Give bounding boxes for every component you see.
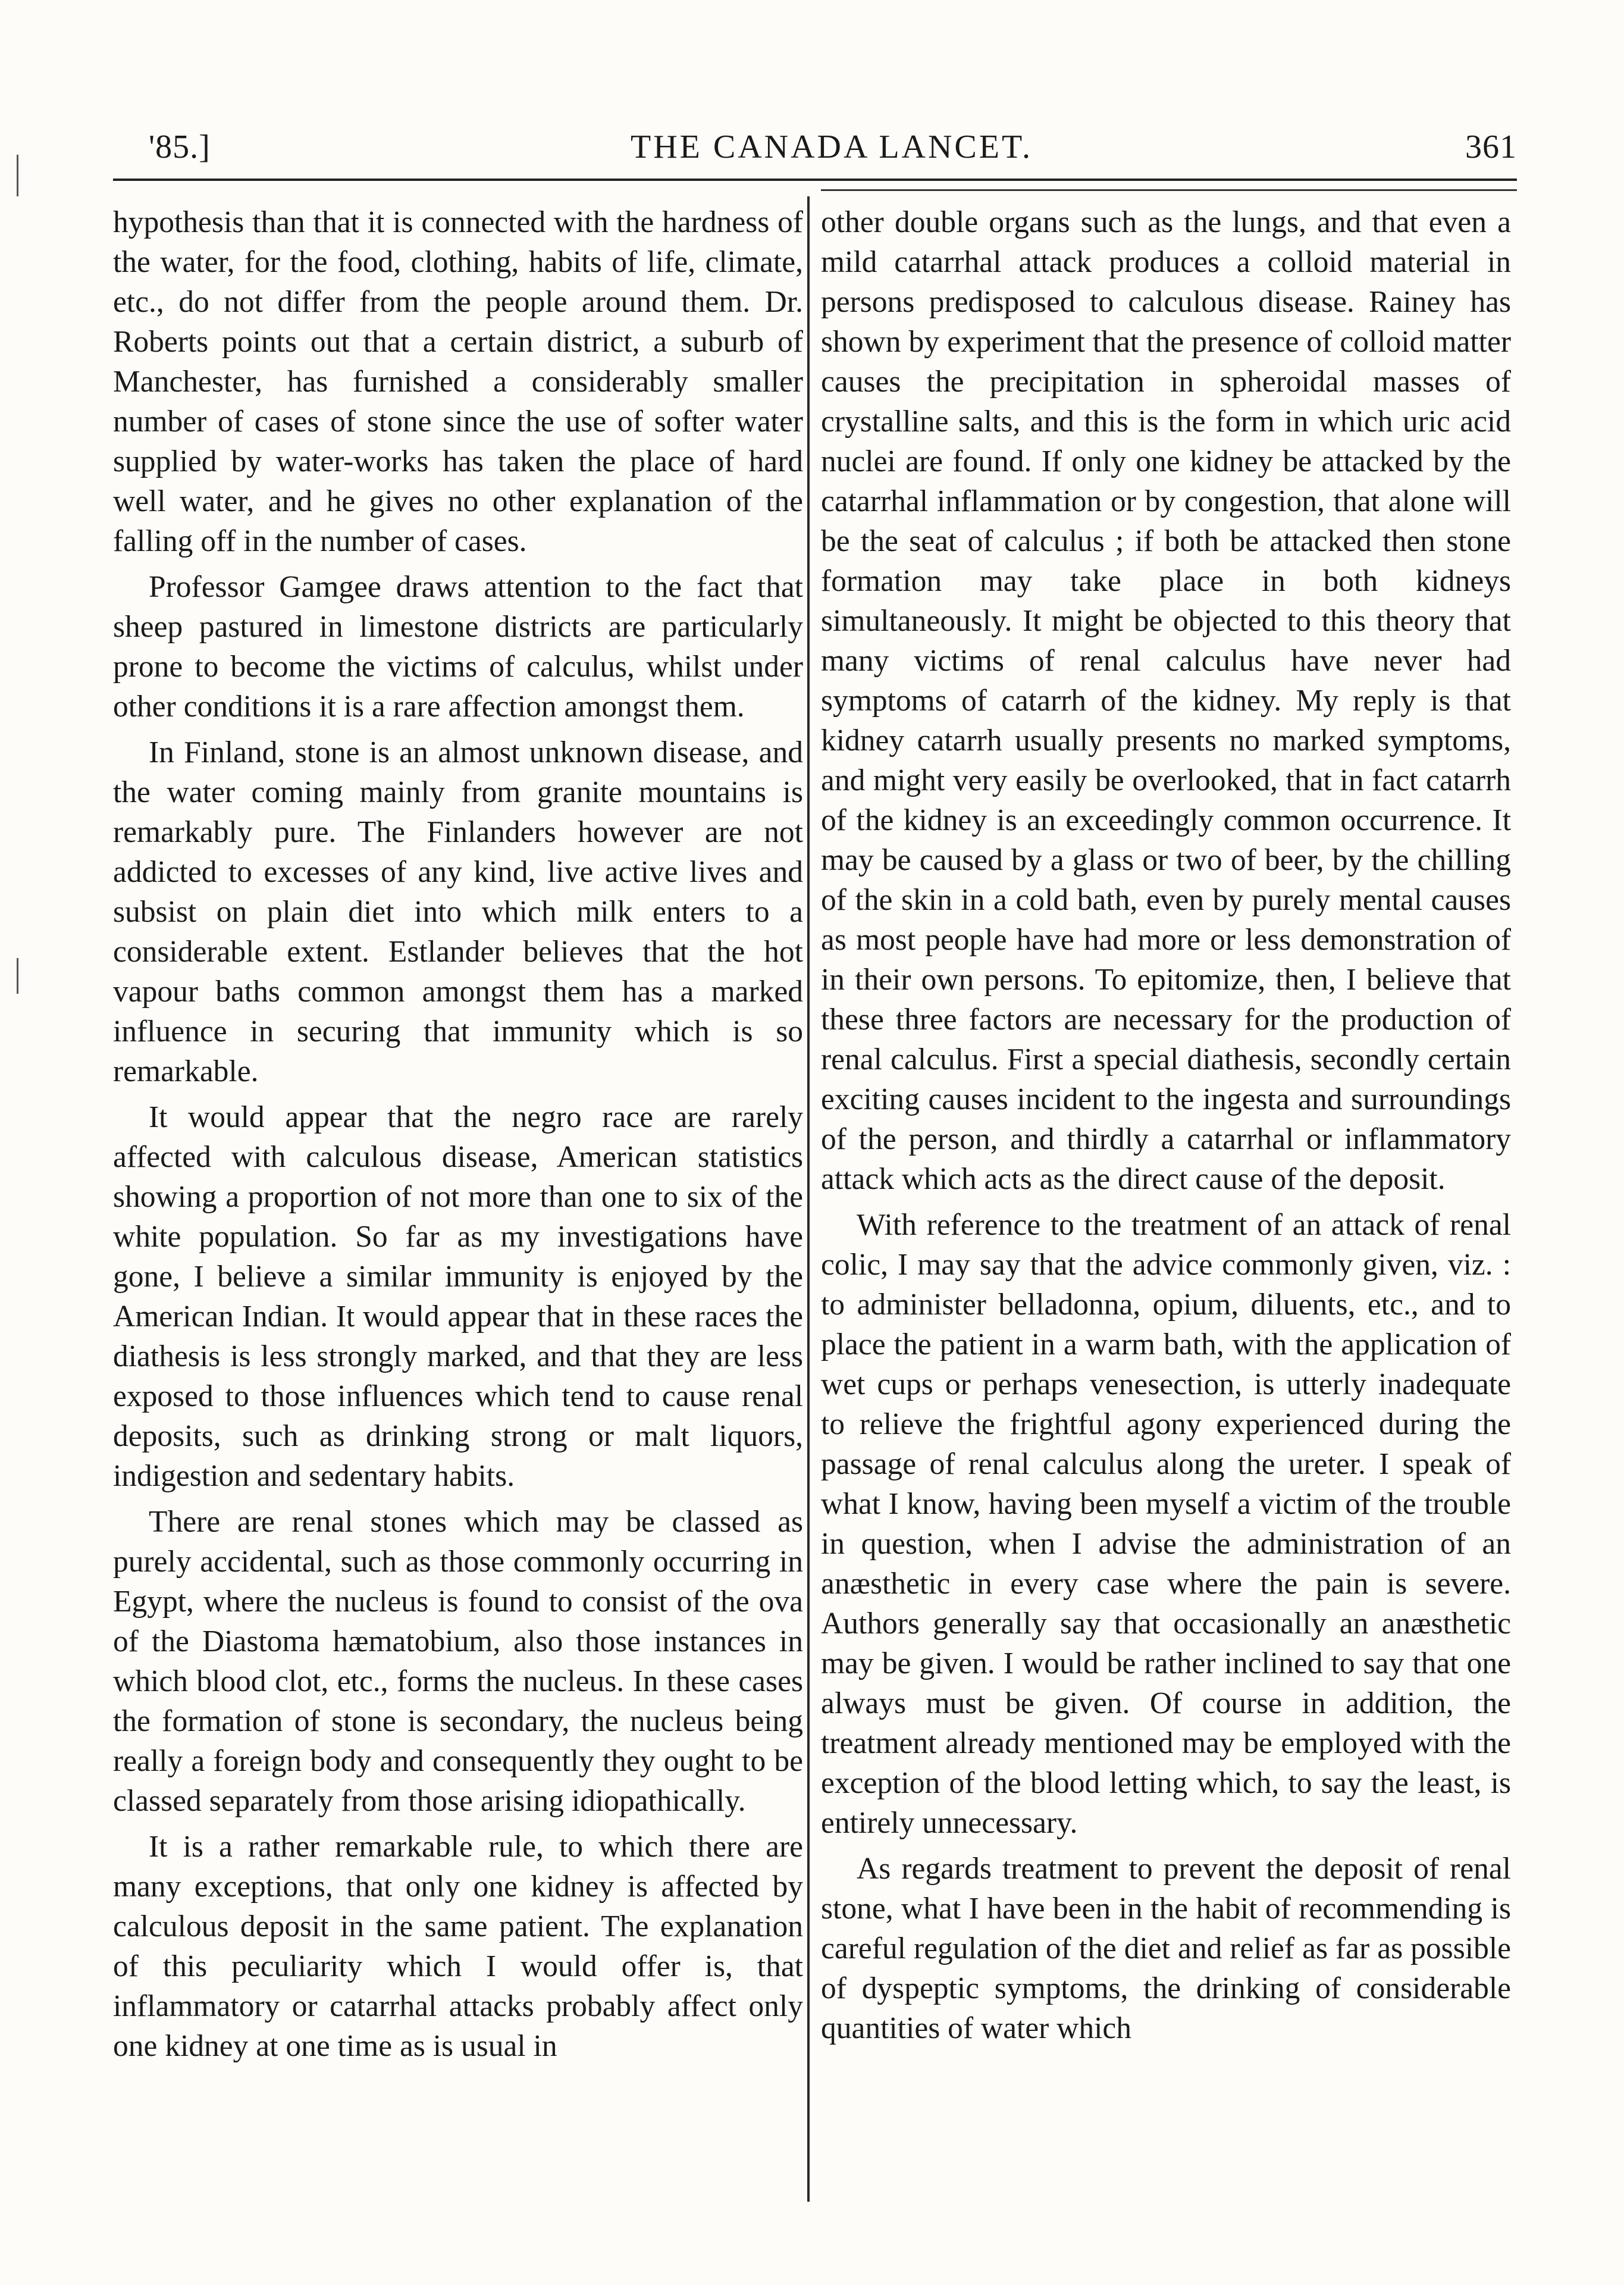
- paragraph: There are renal stones which may be classed as purely accidental, such as those commonly occurring in Egypt, where the nucleus is found to consist of the ova of the Diastoma hæmatobium, also those instances in which blood clot, etc., forms the nucleus. In these cases the formation of stone is secondary, the nucleus being really a foreign body and consequently they ought to be classed separately from those arising idiopathically.: [113, 1505, 803, 1818]
- page-number: 361: [1465, 129, 1517, 165]
- paragraph: other double organs such as the lungs, and that even a mild catarrhal attack produces a colloid material in persons predisposed to calculous disease. Rainey has shown by experiment that the presence of colloid matter causes the precipitation in spheroidal masses of crystalline salts, and this is the form in which uric acid nuclei are found. If only one kidney be attacked by the catarrhal inflammation or by congestion, that alone will be the seat of calculus ; if both be attacked then stone formation may take place in both kidneys simultaneously. It might be objected to this theory that many victims of renal calculus have never had symptoms of catarrh of the kidney. My reply is that kidney catarrh usually presents no marked symptoms, and might very easily be overlooked, that in fact catarrh of the kidney is an exceedingly common occurrence. It may be caused by a glass or two of beer, by the chilling of the skin in a cold bath, even by purely mental causes as most people have had more or less demonstration of in their own persons. To epitomize, then, I believe that these three factors are necessary for the production of renal calculus. First a special diathesis, secondly certain exciting causes incident to the ingesta and surroundings of the person, and thirdly a catarrhal or inflammatory attack which acts as the direct cause of the deposit.: [821, 205, 1511, 1196]
- header-rule: [113, 179, 1517, 181]
- issue-mark: '85.]: [149, 129, 211, 165]
- running-header: [113, 128, 1517, 176]
- right-column: [821, 202, 1511, 2225]
- header-rule-secondary: [821, 189, 1517, 191]
- paragraph: As regards treatment to prevent the deposit of renal stone, what I have been in the habit of recommending is careful regulation of the diet and relief as far as possible of dyspeptic symptoms, the drinking of considerable quantities of water which: [821, 1852, 1511, 2045]
- column-divider: [807, 196, 810, 2202]
- left-column: [113, 202, 803, 2225]
- paragraph: It is a rather remarkable rule, to which there are many exceptions, that only one kidney is affected by calculous deposit in the same patient. The explanation of this peculiarity which I would offer is, that inflammatory or catarrhal attacks probably affect only one kidney at one time as is usual in: [113, 1830, 803, 2063]
- paragraph: With reference to the treatment of an attack of renal colic, I may say that the advice commonly given, viz. : to administer belladonna, opium, diluents, etc., and to place the patient in a warm bath, with the application of wet cups or perhaps venesection, is utterly inadequate to relieve the frightful agony experienced during the passage of renal calculus along the ureter. I speak of what I know, having been myself a victim of the trouble in question, when I advise the administration of an anæsthetic in every case where the pain is severe. Authors generally say that occasionally an anæsthetic may be given. I would be rather inclined to say that one always must be given. Of course in addition, the treatment already mentioned may be employed with the exception of the blood letting which, to say the least, is entirely unnecessary.: [821, 1208, 1511, 1840]
- margin-mark: [17, 958, 18, 994]
- journal-title: THE CANADA LANCET.: [631, 129, 1033, 165]
- paragraph: hypothesis than that it is connected with the hardness of the water, for the food, clothing, habits of life, climate, etc., do not differ from the people around them. Dr. Roberts points out that a certain district, a suburb of Manchester, has furnished a considerably smaller number of cases of stone since the use of softer water supplied by water-works has taken the place of hard well water, and he gives no other explanation of the falling off in the number of cases.: [113, 205, 803, 558]
- margin-mark: [17, 155, 18, 196]
- paragraph: It would appear that the negro race are rarely affected with calculous disease, American statistics showing a proportion of not more than one to six of the white population. So far as my investigations have gone, I believe a similar immunity is enjoyed by the American Indian. It would appear that in these races the diathesis is less strongly marked, and that they are less exposed to those influences which tend to cause renal deposits, such as drinking strong or malt liquors, indigestion and sedentary habits.: [113, 1100, 803, 1493]
- paragraph: Professor Gamgee draws attention to the fact that sheep pastured in limestone districts are particularly prone to become the victims of calculus, whilst under other conditions it is a rare affection amongst them.: [113, 570, 803, 724]
- paragraph: In Finland, stone is an almost unknown disease, and the water coming mainly from granite mountains is remarkably pure. The Finlanders however are not addicted to excesses of any kind, live active lives and subsist on plain diet into which milk enters to a considerable extent. Estlander believes that the hot vapour baths common amongst them has a marked influence in securing that immunity which is so remarkable.: [113, 735, 803, 1088]
